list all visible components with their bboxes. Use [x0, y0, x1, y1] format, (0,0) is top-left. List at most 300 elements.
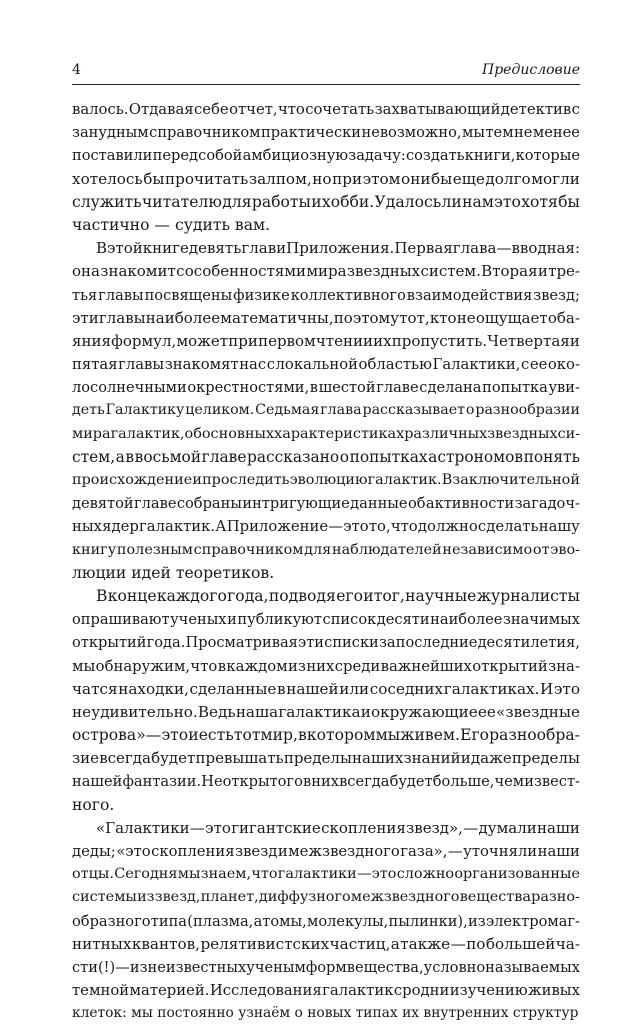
word: сочетать: [305, 101, 375, 118]
text-line: [72, 237, 580, 260]
word: а: [390, 934, 400, 953]
word: обнаружим,: [95, 657, 191, 675]
word: звездных: [487, 425, 558, 442]
word: мы: [375, 726, 401, 745]
word: локальной: [275, 356, 358, 374]
word: может: [176, 331, 229, 350]
word: темной: [72, 982, 130, 1000]
word: форм: [305, 958, 347, 976]
word: главе: [376, 379, 419, 397]
word: глав: [241, 239, 277, 258]
word: —: [115, 958, 130, 976]
word: «Галактики: [96, 818, 190, 837]
word: нашей: [72, 773, 123, 791]
word: будет: [151, 749, 196, 768]
word: она: [72, 262, 100, 281]
word: (!): [97, 958, 116, 976]
word: чатся: [72, 679, 118, 698]
word: си-: [557, 425, 581, 442]
word: и: [311, 192, 322, 211]
word: галактик.: [139, 518, 216, 536]
word: тот: [233, 726, 261, 745]
word: что: [190, 657, 218, 675]
word: особенностями: [184, 262, 307, 281]
word: сти: [72, 958, 98, 976]
word: Ведь: [197, 702, 236, 721]
word: вещества: [459, 889, 531, 906]
word: книге: [142, 239, 189, 258]
word: себе: [193, 101, 229, 118]
word: десятилетия,: [477, 634, 580, 652]
word: мир,: [260, 726, 298, 745]
text-line: [72, 770, 580, 793]
word: о: [465, 402, 475, 419]
word: наши: [537, 843, 580, 860]
word: изучению: [449, 982, 528, 1000]
word: наиболее: [430, 611, 503, 629]
word: А: [215, 518, 227, 536]
word: пятая: [72, 356, 118, 374]
word: эти: [72, 308, 99, 327]
word: —: [328, 518, 344, 536]
word: них: [311, 773, 339, 791]
word: важнейших: [380, 657, 472, 675]
word: Четвертая: [487, 331, 570, 350]
word: залпом,: [248, 169, 312, 188]
word: книги,: [464, 147, 516, 165]
word: активности: [425, 495, 515, 513]
word: окружающие: [371, 702, 478, 721]
word: наши: [537, 818, 580, 837]
text-line: [72, 678, 580, 701]
text-line: [72, 747, 580, 770]
word: с: [176, 262, 185, 281]
word: —: [145, 726, 162, 745]
word: разнообра-: [489, 726, 580, 745]
word: хотелось: [72, 169, 143, 188]
word: практически: [260, 124, 361, 142]
word: ученых: [170, 611, 227, 629]
word: —: [189, 818, 205, 837]
word: кто: [429, 308, 457, 327]
word: даже: [470, 749, 512, 768]
word: прочитать: [165, 169, 249, 188]
word: их: [373, 331, 392, 350]
word: которые: [515, 147, 580, 165]
word: интригующие: [242, 495, 350, 513]
word: Первая: [394, 239, 453, 258]
text-line: [72, 840, 580, 863]
word: различных: [404, 425, 488, 442]
word: открытий: [472, 657, 548, 675]
word: релятивистских: [200, 934, 330, 953]
word: служить: [72, 192, 142, 211]
word: в: [277, 679, 286, 698]
text-line: [72, 515, 580, 538]
text-line: [72, 608, 580, 631]
word: —: [496, 239, 512, 258]
word: ядер: [102, 518, 139, 536]
word: гигантские: [231, 818, 321, 837]
body-text: [72, 98, 580, 1026]
word: уточняли: [463, 843, 538, 860]
word: открытий: [72, 634, 147, 652]
word: независимо: [442, 541, 533, 558]
word: об: [184, 425, 202, 442]
word: В: [441, 472, 453, 488]
word: областью: [358, 356, 432, 374]
word: Неоткрытого: [201, 773, 303, 791]
text-line: [72, 330, 580, 353]
word: эво-: [550, 541, 580, 558]
word: ча-: [555, 934, 580, 953]
word: астрономов: [428, 447, 524, 466]
word: находки,: [118, 679, 189, 698]
word: опрашивают: [72, 611, 170, 629]
word: материей.: [129, 982, 210, 1000]
word: межзвездного: [350, 889, 460, 906]
word: И: [540, 679, 554, 698]
word: пределы: [283, 749, 352, 768]
word: пылинки),: [388, 912, 468, 930]
word: они: [401, 169, 431, 188]
running-title: Предисловие: [482, 62, 580, 78]
word: звездных: [346, 262, 421, 281]
text-line: [72, 446, 580, 469]
word: Приложения.: [286, 239, 395, 258]
word: наших: [352, 749, 404, 768]
word: девятой: [72, 495, 134, 513]
word: бы: [558, 192, 580, 211]
word: стем,: [72, 447, 116, 466]
word: первом: [258, 331, 316, 350]
word: значимых: [502, 611, 580, 629]
word: галактик: [322, 982, 394, 1000]
text-line: [72, 376, 580, 399]
word: ее: [529, 356, 548, 374]
word: а: [115, 447, 125, 466]
word: из: [468, 912, 486, 930]
word: чтении: [315, 331, 373, 350]
word: уви-: [548, 379, 580, 397]
word: удивительно.: [91, 702, 198, 721]
word: из: [288, 657, 306, 675]
word: что: [251, 866, 278, 883]
word: с: [571, 101, 580, 118]
word: будет: [389, 773, 433, 791]
word: знакомит: [100, 262, 176, 281]
word: галактик.: [367, 472, 442, 488]
word: и: [569, 331, 580, 350]
word: соседних: [369, 679, 444, 698]
text-line: [72, 539, 580, 562]
word: захватывающий: [374, 101, 501, 118]
word: это: [205, 818, 231, 837]
word: наиболее: [145, 308, 221, 327]
word: главы: [98, 286, 144, 304]
word: математичны,: [220, 308, 334, 327]
word: называемых: [485, 958, 580, 976]
word: Галактики,: [432, 356, 521, 374]
word: целиком.: [185, 402, 255, 419]
word: атомы,: [253, 912, 307, 930]
word: тем: [485, 124, 514, 142]
word: всегда: [99, 749, 151, 768]
word: «это: [116, 843, 151, 860]
word: глава: [452, 239, 497, 258]
word: понять: [523, 447, 580, 466]
word: взаимодействия: [406, 286, 533, 304]
word: попытка: [482, 379, 548, 397]
word: око-: [547, 356, 580, 374]
word: фантазии.: [122, 773, 202, 791]
word: главы: [98, 308, 146, 327]
word: нас: [239, 356, 267, 374]
word: каждом: [226, 657, 288, 675]
word: бы: [430, 169, 453, 188]
word: рассказывает: [362, 402, 465, 419]
text-line: [72, 399, 580, 422]
word: этом: [362, 169, 401, 188]
word: справочником: [193, 541, 304, 558]
word: эволюцию: [289, 472, 368, 488]
word: знаем,: [200, 866, 252, 883]
word: года,: [227, 586, 269, 605]
word: собраны: [176, 495, 242, 513]
paragraph: [72, 98, 580, 237]
word: В: [96, 586, 108, 605]
word: системы: [72, 889, 137, 906]
word: наблюдателей: [332, 541, 442, 558]
word: зна-: [548, 657, 580, 675]
word: в: [302, 773, 312, 791]
word: звезд: [235, 843, 278, 860]
word: но: [312, 169, 332, 188]
word: и: [227, 611, 237, 629]
word: ощущает: [475, 308, 548, 327]
word: долго: [485, 169, 531, 188]
word: систем.: [420, 262, 481, 281]
word: больше,: [432, 773, 495, 791]
word: занудным: [72, 124, 149, 142]
word: нашу: [538, 518, 580, 536]
word: окрестностями,: [187, 379, 310, 397]
word: деть: [72, 402, 105, 419]
word: сделанные: [189, 679, 277, 698]
word: мира: [72, 425, 111, 442]
word: список: [322, 611, 377, 629]
text-line: [72, 979, 580, 1002]
word: детектив: [500, 101, 572, 118]
word: зие: [72, 749, 100, 768]
word: поставили: [72, 147, 153, 165]
word: галактиках.: [443, 679, 540, 698]
word: в: [309, 379, 318, 397]
word: думали: [478, 818, 537, 837]
word: валось.: [72, 101, 129, 118]
word: Приложение: [226, 518, 329, 536]
word: года.: [146, 634, 186, 652]
word: образного: [72, 912, 151, 930]
word: главе: [134, 495, 177, 513]
word: что: [390, 518, 418, 536]
word: Седьмая: [255, 402, 320, 419]
text-line: [72, 121, 580, 144]
text-line: [72, 98, 580, 121]
word: всегда: [339, 773, 390, 791]
word: межзвездного: [288, 843, 400, 860]
word: это: [343, 518, 369, 536]
word: при: [332, 169, 363, 188]
word: главе: [201, 447, 247, 466]
word: и: [460, 749, 471, 768]
word: живем.: [400, 726, 461, 745]
word: галактика: [278, 702, 361, 721]
text-line: частично — судить вам.: [72, 215, 271, 234]
word: знаний: [403, 749, 461, 768]
word: тре-: [548, 262, 580, 281]
text-line: люции идей теоретиков.: [72, 563, 275, 582]
word: подводя: [268, 586, 336, 605]
word: не: [72, 702, 92, 721]
word: в: [298, 726, 307, 745]
word: за: [378, 634, 396, 652]
word: (плазма,: [187, 912, 254, 930]
word: поэтому: [333, 308, 400, 327]
word: Галактику: [105, 402, 185, 419]
word: менее: [532, 124, 580, 142]
text-line: [72, 144, 580, 167]
text-line: ного.: [72, 795, 115, 814]
word: и: [276, 239, 287, 258]
word: при: [228, 331, 258, 350]
word: неизвестных: [147, 958, 247, 976]
word: глава: [320, 402, 362, 419]
word: сделать: [477, 518, 539, 536]
word: то,: [368, 518, 391, 536]
word: могли: [531, 169, 580, 188]
word: научные: [405, 586, 477, 605]
text-line: [72, 956, 580, 979]
word: из: [137, 889, 155, 906]
word: них: [306, 657, 335, 675]
text-line: [72, 469, 580, 492]
word: нашей: [286, 679, 339, 698]
text-line: [72, 886, 580, 909]
word: и: [188, 726, 199, 745]
text-line: [72, 307, 580, 330]
word: большей: [485, 934, 556, 953]
word: не: [456, 308, 476, 327]
word: отчет,: [229, 101, 278, 118]
word: наша: [235, 702, 279, 721]
word: мы: [462, 124, 485, 142]
word: мира: [306, 262, 347, 281]
word: В: [96, 239, 108, 258]
paragraph: [72, 585, 580, 817]
word: отцы.: [72, 866, 114, 883]
word: хобби.: [321, 192, 375, 211]
word: оба-: [547, 308, 580, 327]
word: заключительной: [452, 472, 580, 488]
text-line: [72, 701, 580, 724]
word: сродни: [393, 982, 450, 1000]
word: его: [336, 586, 363, 605]
word: превышать: [195, 749, 284, 768]
word: ных: [72, 518, 102, 536]
word: формул,: [111, 331, 177, 350]
word: нам: [462, 192, 494, 211]
word: Исследования: [209, 982, 322, 1000]
word: главы: [118, 356, 165, 374]
word: вводная:: [511, 239, 581, 258]
word: и: [192, 472, 202, 488]
word: тот,: [399, 308, 430, 327]
word: данные: [350, 495, 408, 513]
word: это: [553, 679, 580, 698]
word: этой: [107, 239, 143, 258]
text-line: [72, 168, 580, 191]
word: коллективного: [290, 286, 406, 304]
word: разно-: [531, 889, 580, 906]
word: последние: [395, 634, 478, 652]
word: в: [125, 447, 135, 466]
word: планет,: [200, 889, 259, 906]
word: журналисты: [476, 586, 580, 605]
text-line: [72, 631, 580, 654]
word: ее: [477, 702, 496, 721]
word: загадоч-: [514, 495, 580, 513]
word: не: [514, 124, 533, 142]
word: проследить: [202, 472, 290, 488]
word: от: [532, 541, 550, 558]
word: конце: [107, 586, 157, 605]
text-line: [72, 863, 580, 886]
word: частиц,: [329, 934, 391, 953]
word: звезд»,: [406, 818, 463, 837]
paragraph: [72, 817, 580, 1026]
word: с: [266, 356, 275, 374]
word: девять: [188, 239, 242, 258]
word: условно: [423, 958, 486, 976]
text-line: [72, 933, 580, 956]
page-header: [72, 60, 580, 85]
word: пределы: [511, 749, 580, 768]
word: основных: [201, 425, 275, 442]
word: книгу: [72, 541, 117, 558]
word: деды;: [72, 843, 116, 860]
word: Его: [460, 726, 490, 745]
text-line: [72, 585, 580, 608]
word: попытках: [349, 447, 428, 466]
word: в: [217, 657, 227, 675]
text-line: [72, 817, 580, 840]
word: хотя: [521, 192, 558, 211]
word: и: [277, 843, 288, 860]
word: посвящены: [144, 286, 233, 304]
word: молекулы,: [306, 912, 389, 930]
word: и: [537, 262, 548, 281]
word: типа: [150, 912, 188, 930]
word: «звездные: [496, 702, 580, 721]
word: восьмой: [134, 447, 202, 466]
text-line: [72, 655, 580, 678]
word: рассказано: [247, 447, 340, 466]
word: острова»: [72, 726, 146, 745]
word: —: [447, 843, 463, 860]
word: Удалось: [374, 192, 442, 211]
text-line: [72, 423, 580, 446]
